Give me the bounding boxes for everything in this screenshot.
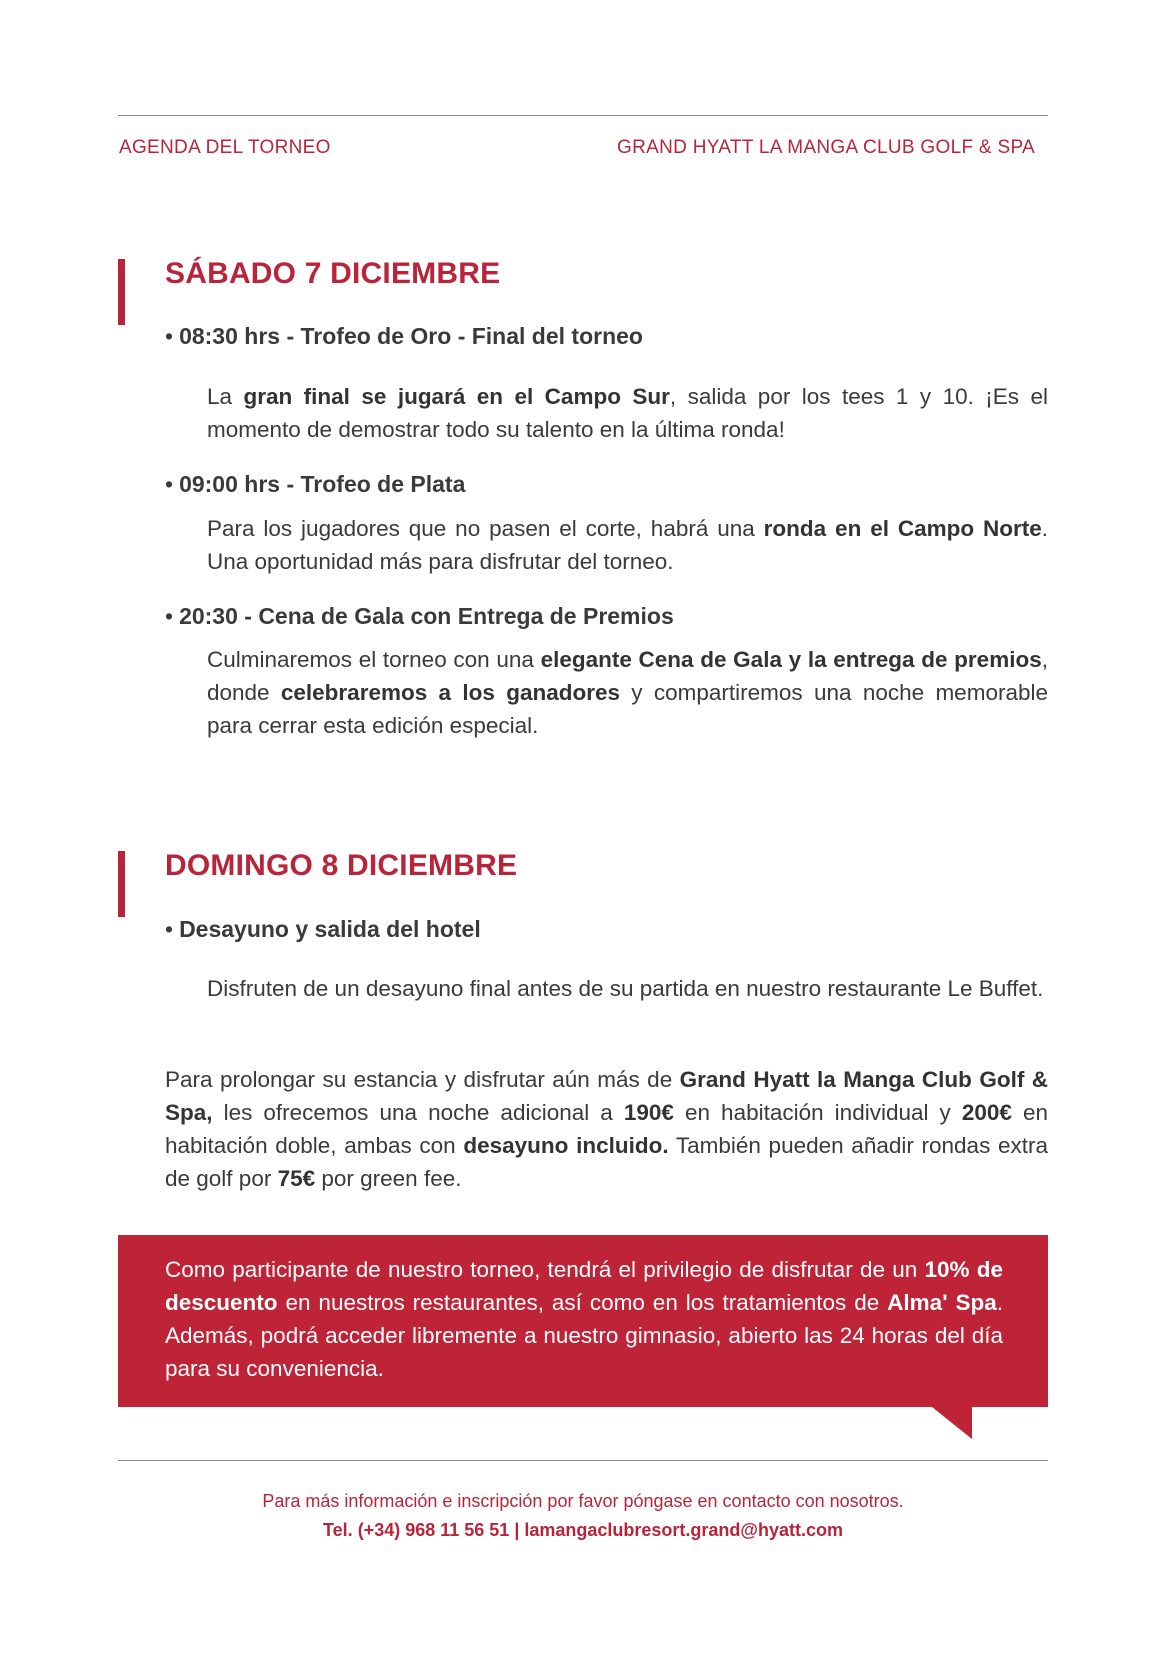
header-right: GRAND HYATT LA MANGA CLUB GOLF & SPA <box>617 137 1035 158</box>
event-heading-2: • 09:00 hrs - Trofeo de Plata <box>165 471 466 497</box>
event-heading-3: • 20:30 - Cena de Gala con Entrega de Premios <box>165 603 674 629</box>
footer-contact: Tel. (+34) 968 11 56 51 | lamangaclubresort.grand@hyatt.com <box>323 1520 843 1540</box>
extension-paragraph: Para prolongar su estancia y disfrutar aún más de Grand Hyatt la Manga Club Golf & Spa, les ofrecemos una noche adicional a 190€ en habitación individual y 200€ en habitación doble, ambas con desayuno incluido. También pueden añadir rondas extra de golf por 75€ por green fee. <box>165 1067 1049 1191</box>
event-text-4: Disfruten de un desayuno final antes de su partida en nuestro restaurante Le Buffet. <box>207 976 1044 1001</box>
header-rule <box>118 115 1048 116</box>
section-title-sunday: DOMINGO 8 DICIEMBRE <box>165 849 518 882</box>
speech-tail-icon <box>932 1407 972 1439</box>
event-text-3: Culminaremos el torneo con una elegante Cena de Gala y la entrega de premios, donde celebraremos a los ganadores y compartiremos una noche memorable para cerrar esta edición especial. <box>207 647 1048 738</box>
footer-info: Para más información e inscripción por favor póngase en contacto con nosotros. <box>262 1491 904 1511</box>
event-text-1: La gran final se jugará en el Campo Sur, salida por los tees 1 y 10. ¡Es el momento de demostrar todo su talento en la última ronda! <box>207 384 1048 442</box>
promo-box <box>118 1235 1048 1407</box>
event-heading-4: • Desayuno y salida del hotel <box>165 916 481 942</box>
promo-text: Como participante de nuestro torneo, tendrá el privilegio de disfrutar de un 10% de descuento en nuestros restaurantes, así como en los tratamientos de Alma' Spa. Además, podrá acceder libremente a nuestro gimnasio, abierto las 24 horas del día para su conveniencia. <box>165 1257 1004 1381</box>
header-left: AGENDA DEL TORNEO <box>119 137 331 158</box>
bullet: • <box>165 471 174 497</box>
section-bar-saturday <box>118 259 125 325</box>
section-bar-sunday <box>118 851 125 917</box>
event-text-2: Para los jugadores que no pasen el corte, habrá una ronda en el Campo Norte. Una oportunidad más para disfrutar del torneo. <box>207 516 1048 574</box>
footer-rule <box>118 1460 1048 1461</box>
bullet: • <box>165 323 174 349</box>
event-heading-1: • 08:30 hrs - Trofeo de Oro - Final del torneo <box>165 323 643 349</box>
bullet: • <box>165 916 174 942</box>
bullet: • <box>165 603 174 629</box>
section-title-saturday: SÁBADO 7 DICIEMBRE <box>165 257 501 290</box>
